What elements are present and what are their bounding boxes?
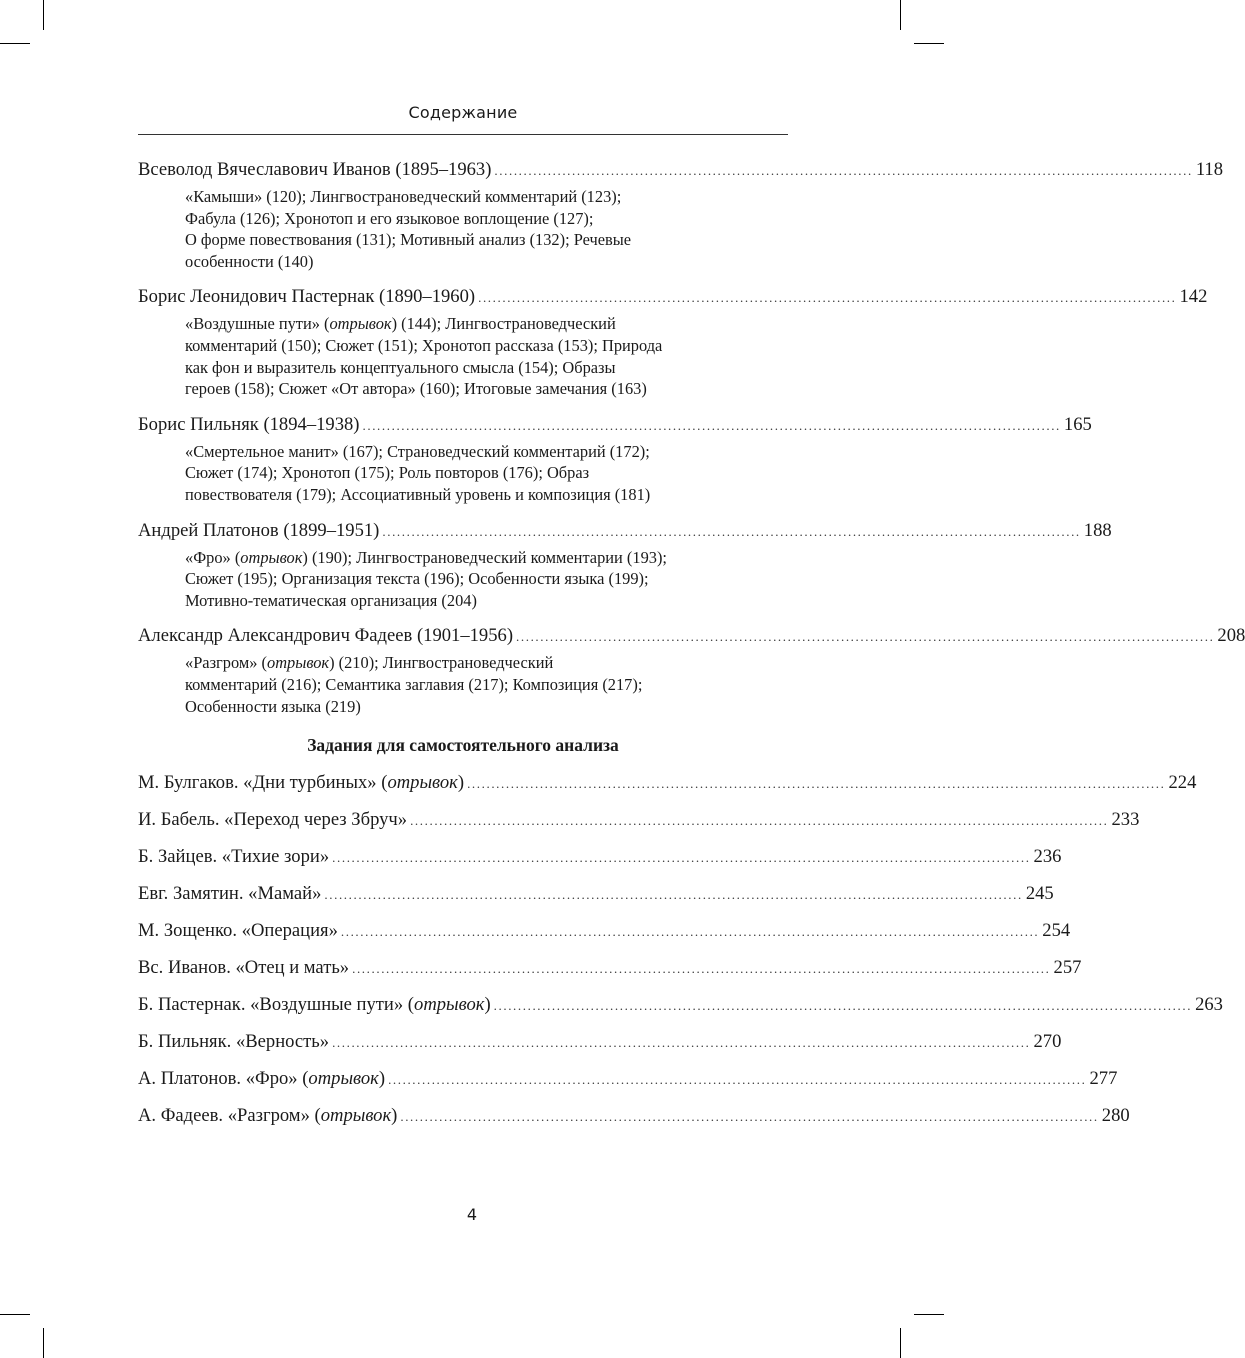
entry-details (185, 441, 745, 506)
leader-dots: ................................................................................................................................................ (324, 887, 1023, 903)
entry-title: Б. Пильняк. «Верность» (138, 1031, 330, 1053)
detail-line: как фон и выразитель концептуального смысла (154); Образы (185, 357, 616, 377)
entry-details (185, 652, 745, 717)
header-rule (138, 134, 788, 135)
entry-title: И. Бабель. «Переход через Збруч» (138, 809, 408, 831)
entry-page: 270 (1033, 1031, 1062, 1053)
entry-page: 280 (1101, 1105, 1130, 1127)
entry-title: А. Платонов. «Фро» (отрывок) (138, 1068, 386, 1090)
leader-dots: ................................................................................................................................................ (400, 1109, 1099, 1125)
entry-page: 236 (1033, 846, 1062, 868)
entry-title: Б. Зайцев. «Тихие зори» (138, 846, 330, 868)
leader-dots: ................................................................................................................................................ (516, 629, 1215, 645)
entry-page: 245 (1025, 883, 1054, 905)
toc-task-entry[interactable] (138, 882, 1054, 907)
crop-mark (900, 0, 901, 30)
entry-title: Борис Пильняк (1894–1938) (138, 413, 360, 435)
detail-line: Мотивно-тематическая организация (204) (185, 590, 477, 610)
detail-line: «Воздушные пути» (отрывок) (144); Лингвострановедческий (185, 314, 616, 334)
leader-dots: ................................................................................................................................................ (332, 850, 1031, 866)
entry-page: 165 (1063, 413, 1092, 435)
crop-mark (914, 1314, 944, 1315)
entry-page: 208 (1217, 625, 1245, 647)
toc-entry-fadeev[interactable] (138, 624, 1245, 717)
entry-page: 224 (1168, 772, 1197, 794)
entry-page: 254 (1042, 920, 1071, 942)
entry-page: 263 (1195, 994, 1223, 1016)
entry-page: 233 (1111, 809, 1140, 831)
detail-line: комментарий (150); Сюжет (151); Хронотоп рассказа (153); Природа (185, 335, 663, 355)
crop-mark (0, 1314, 30, 1315)
leader-dots: ................................................................................................................................................ (493, 998, 1193, 1014)
crop-mark (43, 0, 44, 30)
toc-entry-pilnyak[interactable] (138, 413, 1092, 506)
leader-dots: ................................................................................................................................................ (352, 961, 1051, 977)
detail-line: «Смертельное манит» (167); Страноведческий комментарий (172); (185, 441, 650, 461)
detail-line: Фабула (126); Хронотоп и его языковое воплощение (127); (185, 208, 594, 228)
toc-entry-ivanov[interactable] (138, 158, 1224, 272)
entry-title: Вс. Иванов. «Отец и мать» (138, 957, 350, 979)
entry-details (185, 313, 745, 399)
toc-task-entry[interactable] (138, 845, 1062, 870)
leader-dots: ................................................................................................................................................ (340, 924, 1040, 940)
crop-mark (0, 43, 30, 44)
entry-title: Евг. Замятин. «Мамай» (138, 883, 322, 905)
detail-line: «Разгром» (отрывок) (210); Лингвострановедческий (185, 653, 554, 673)
detail-line: героев (158); Сюжет «От автора» (160); Итоговые замечания (163) (185, 379, 647, 399)
entry-page: 257 (1053, 957, 1082, 979)
detail-line: повествователя (179); Ассоциативный уровень и композиция (181) (185, 484, 651, 504)
toc-task-entry[interactable] (138, 993, 1223, 1018)
crop-mark (914, 43, 944, 44)
entry-title: Борис Леонидович Пастернак (1890–1960) (138, 286, 476, 308)
toc-task-entry[interactable] (138, 808, 1140, 833)
toc-task-entry[interactable] (138, 1104, 1130, 1129)
toc-entry-platonov[interactable] (138, 519, 1112, 612)
entry-page: 118 (1195, 159, 1224, 180)
detail-line: особенности (140) (185, 251, 314, 271)
entry-title: Всеволод Вячеславович Иванов (1895–1963) (138, 159, 492, 180)
leader-dots: ................................................................................................................................................ (362, 417, 1061, 433)
entry-title: Б. Пастернак. «Воздушные пути» (отрывок) (138, 994, 491, 1016)
leader-dots: ................................................................................................................................................ (332, 1035, 1031, 1051)
detail-line: О форме повествования (131); Мотивный анализ (132); Речевые (185, 230, 632, 250)
entry-details (185, 186, 745, 272)
page-title: Содержание (408, 103, 518, 122)
crop-mark (43, 1328, 44, 1358)
toc-task-entry[interactable] (138, 956, 1082, 981)
leader-dots: ................................................................................................................................................ (494, 163, 1193, 178)
toc-task-entry[interactable] (138, 1030, 1062, 1055)
entry-page: 188 (1083, 519, 1112, 541)
leader-dots: ................................................................................................................................................ (478, 290, 1177, 306)
leader-dots: ................................................................................................................................................ (382, 523, 1081, 539)
entry-title: Андрей Платонов (1899–1951) (138, 519, 380, 541)
detail-line: Особенности языка (219) (185, 696, 361, 716)
leader-dots: ................................................................................................................................................ (388, 1072, 1087, 1088)
crop-mark (900, 1328, 901, 1358)
entry-title: Александр Александрович Фадеев (1901–1956) (138, 625, 514, 647)
detail-line: комментарий (216); Семантика заглавия (217); Композиция (217); (185, 674, 643, 694)
toc-task-entry[interactable] (138, 1067, 1118, 1092)
entry-title: М. Зощенко. «Операция» (138, 920, 338, 942)
leader-dots: ................................................................................................................................................ (410, 813, 1109, 829)
entry-page: 142 (1179, 286, 1208, 308)
toc-task-entry[interactable] (138, 919, 1071, 944)
toc-task-entry[interactable] (138, 771, 1197, 796)
detail-line: «Фро» (отрывок) (190); Лингвострановедческий комментарии (193); (185, 547, 667, 567)
toc-entry-pasternak[interactable] (138, 285, 1208, 399)
entry-page: 277 (1089, 1068, 1118, 1090)
detail-line: Сюжет (195); Организация текста (196); Особенности языка (199); (185, 569, 649, 589)
section-heading: Задания для самостоятельного анализа (307, 735, 619, 756)
entry-title: А. Фадеев. «Разгром» (отрывок) (138, 1105, 398, 1127)
detail-line: Сюжет (174); Хронотоп (175); Роль повторов (176); Образ (185, 463, 590, 483)
table-of-contents (138, 158, 1245, 1141)
detail-line: «Камыши» (120); Лингвострановедческий комментарий (123); (185, 187, 622, 206)
page-number: 4 (466, 1205, 478, 1224)
leader-dots: ................................................................................................................................................ (467, 776, 1166, 792)
entry-title: М. Булгаков. «Дни турбиных» (отрывок) (138, 772, 465, 794)
entry-details (185, 547, 745, 612)
